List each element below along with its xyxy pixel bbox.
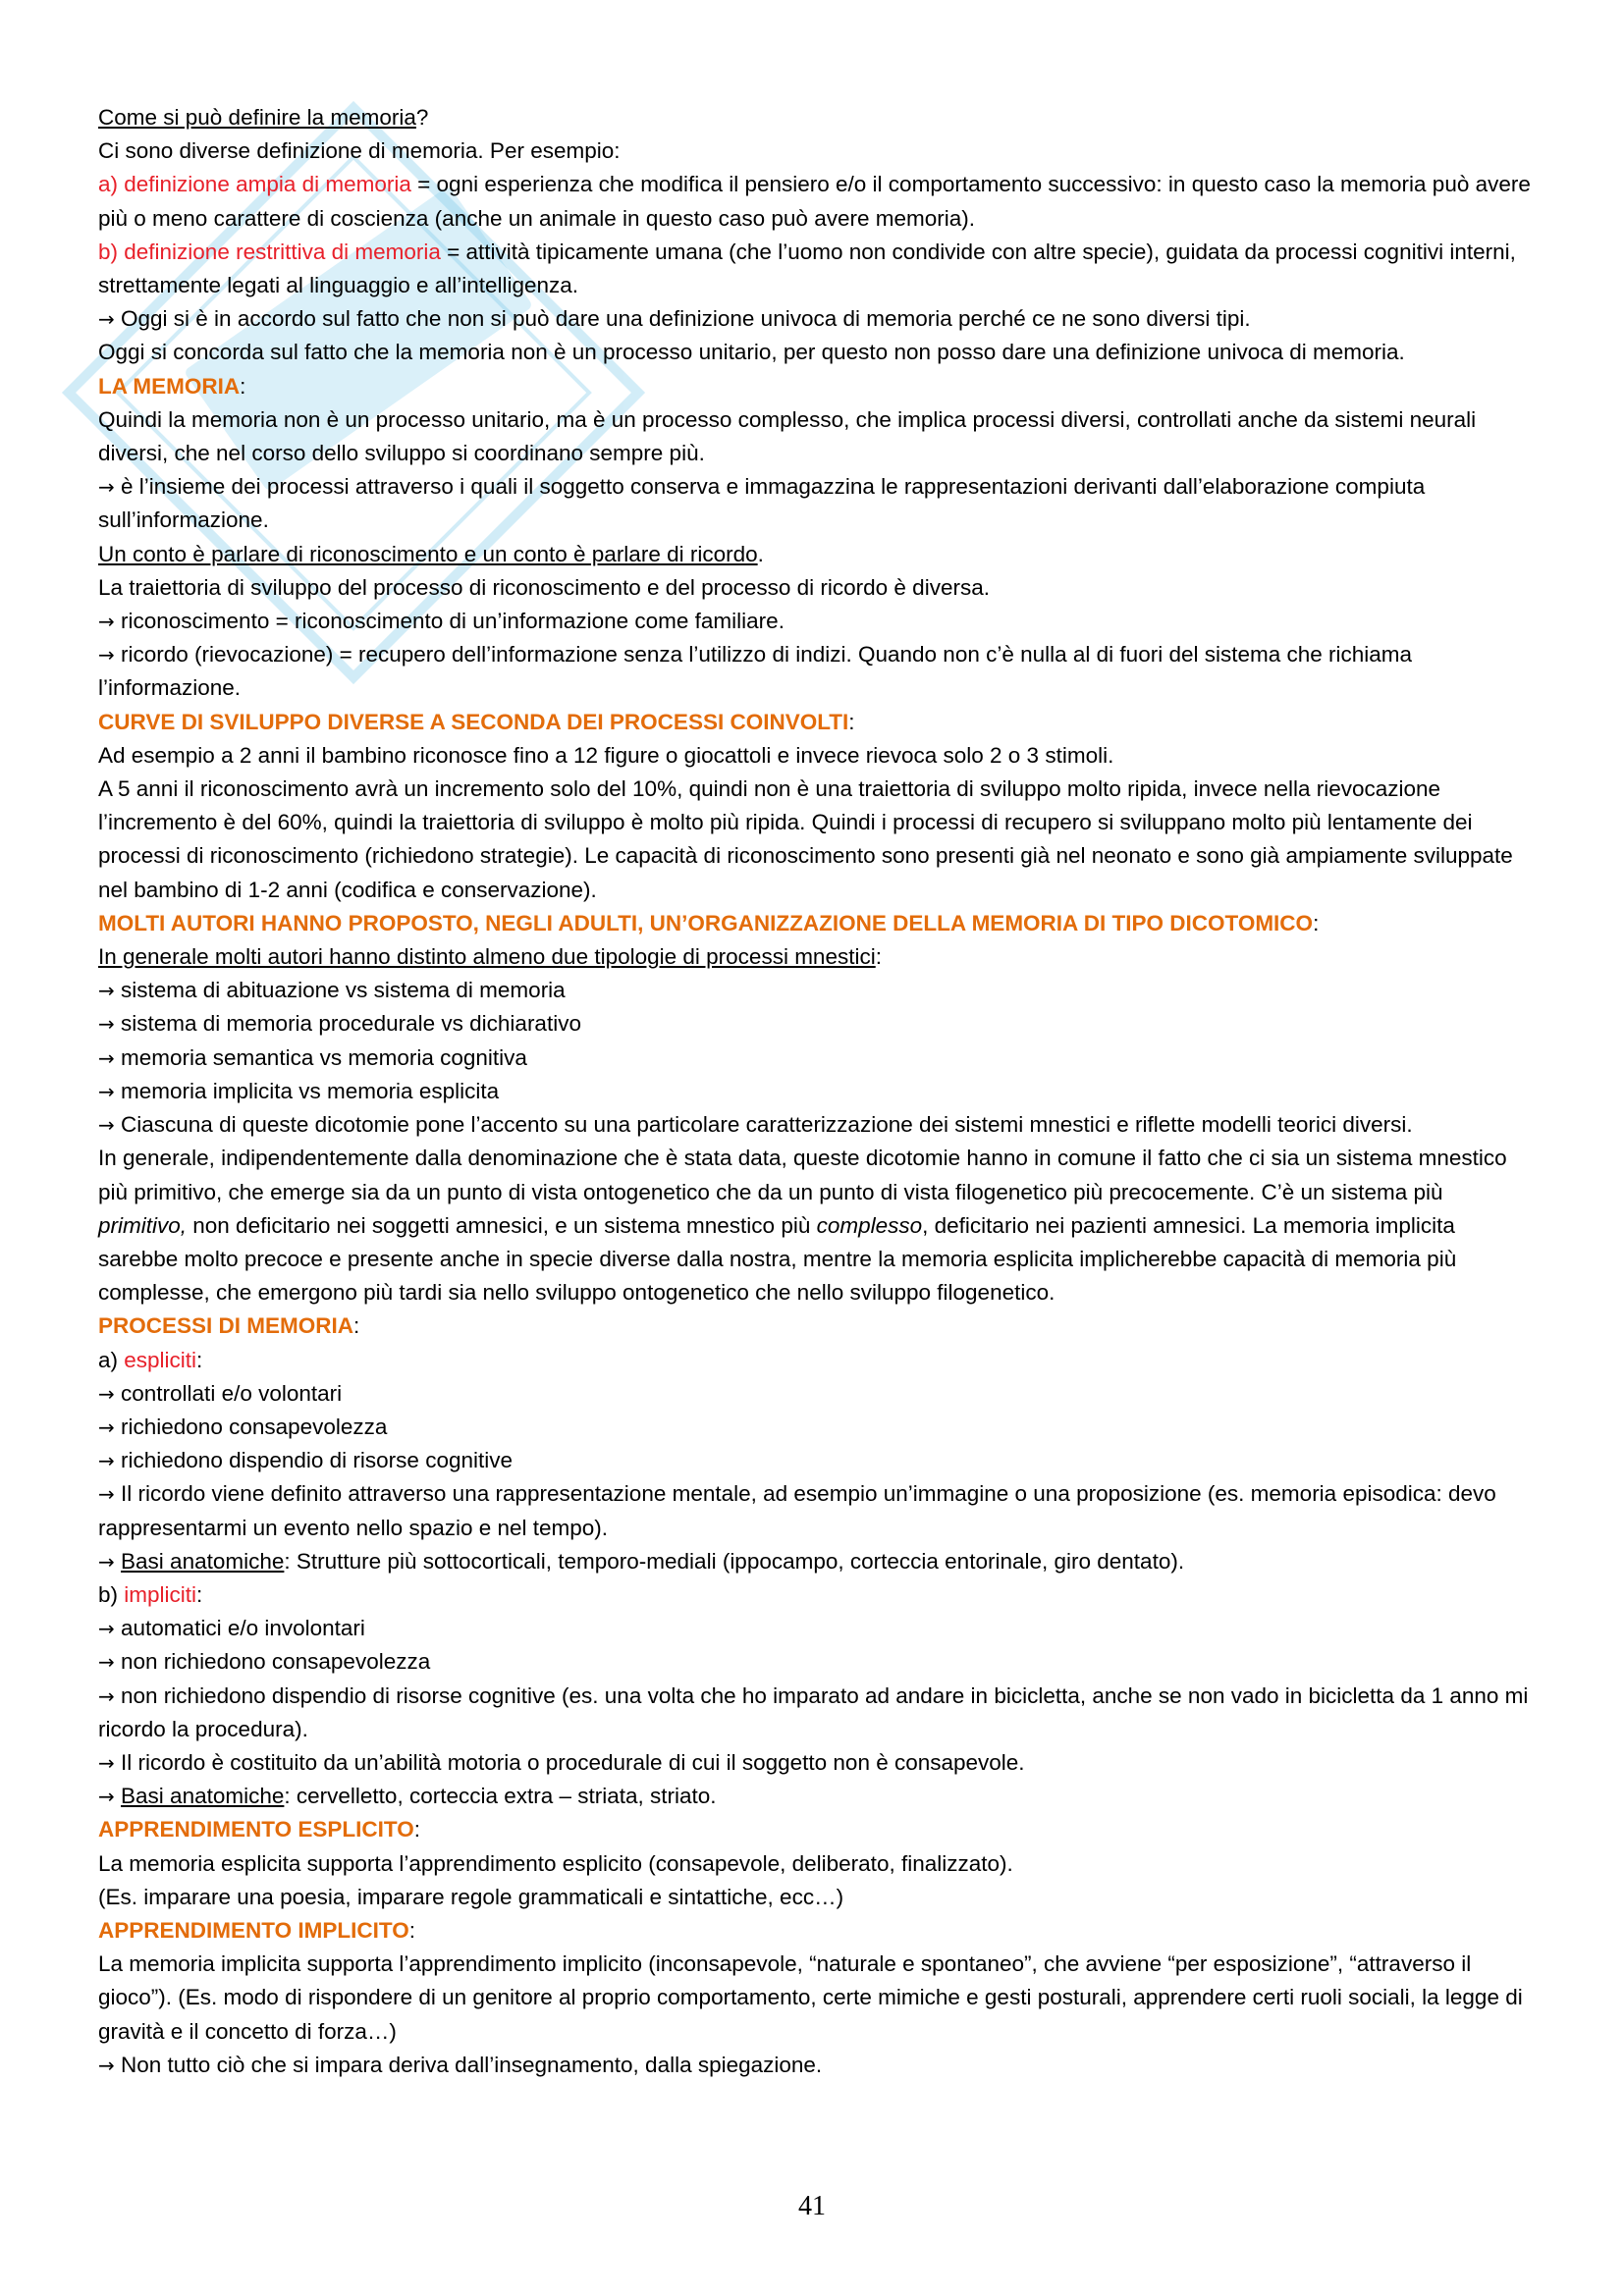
arrow-line: → Il ricordo viene definito attraverso una rappresentazione mentale, ad esempio un’immagine o una proposizione (es. memoria episodica: devo rappresentarmi un evento nello spazio e nel tempo). bbox=[98, 1481, 1496, 1540]
arrow-icon: → bbox=[98, 1449, 115, 1473]
paragraph: b) impliciti: bbox=[98, 1581, 203, 1607]
arrow-icon: → bbox=[98, 475, 115, 500]
question-line: Come si può definire la memoria? bbox=[98, 105, 429, 130]
section-heading: LA MEMORIA: bbox=[98, 373, 246, 399]
arrow-line: → richiedono dispendio di risorse cognitive bbox=[98, 1448, 513, 1473]
arrow-icon: → bbox=[98, 1012, 115, 1037]
arrow-line: → sistema di memoria procedurale vs dichiarativo bbox=[98, 1011, 581, 1037]
page-number: 41 bbox=[798, 2191, 826, 2221]
arrow-icon: → bbox=[98, 2053, 115, 2077]
paragraph: Un conto è parlare di riconoscimento e un conto è parlare di ricordo. bbox=[98, 541, 764, 566]
arrow-icon: → bbox=[98, 1482, 115, 1507]
paragraph: La memoria implicita supporta l’apprendimento implicito (inconsapevole, “naturale e spontaneo”, che avviene “per esposizione”, “attraverso il gioco”). (Es. modo di rispondere di un genitore al proprio comportamento, certe mimiche e gesti posturali, apprendere certi ruoli sociali, la legge di gravità e il concetto di forza…) bbox=[98, 1951, 1523, 2044]
arrow-line: → Basi anatomiche: cervelletto, corteccia extra – striata, striato. bbox=[98, 1784, 717, 1809]
paragraph: La memoria esplicita supporta l’apprendimento esplicito (consapevole, deliberato, finalizzato). bbox=[98, 1850, 1013, 1876]
section-heading: APPRENDIMENTO ESPLICITO: bbox=[98, 1817, 420, 1842]
red-term: b) definizione restrittiva di memoria bbox=[98, 239, 441, 264]
arrow-icon: → bbox=[98, 1617, 115, 1641]
arrow-line: → controllati e/o volontari bbox=[98, 1380, 343, 1406]
red-term: impliciti bbox=[124, 1581, 197, 1607]
paragraph: a) definizione ampia di memoria = ogni esperienza che modifica il pensiero e/o il comportamento successivo: in questo caso la memoria può avere più o meno carattere di coscienza (anche un animale in questo caso può avere memoria). bbox=[98, 172, 1531, 231]
arrow-line: → è l’insieme dei processi attraverso i quali il soggetto conserva e immagazzina le rappresentazioni derivanti dall’elaborazione compiuta sull’informazione. bbox=[98, 474, 1426, 533]
arrow-line: → non richiedono consapevolezza bbox=[98, 1649, 431, 1675]
paragraph: Ad esempio a 2 anni il bambino riconosce fino a 12 figure o giocattoli e invece rievoca solo 2 o 3 stimoli. bbox=[98, 742, 1114, 768]
arrow-icon: → bbox=[98, 1750, 115, 1775]
arrow-icon: → bbox=[98, 1415, 115, 1439]
arrow-line: → riconoscimento = riconoscimento di un’informazione come familiare. bbox=[98, 609, 785, 634]
red-term: a) definizione ampia di memoria bbox=[98, 172, 411, 197]
arrow-line: → richiedono consapevolezza bbox=[98, 1414, 388, 1439]
arrow-line: → automatici e/o involontari bbox=[98, 1616, 365, 1641]
arrow-line: → Non tutto ciò che si impara deriva dall’insegnamento, dalla spiegazione. bbox=[98, 2052, 823, 2077]
section-heading: APPRENDIMENTO IMPLICITO: bbox=[98, 1917, 415, 1943]
arrow-line: → ricordo (rievocazione) = recupero dell’informazione senza l’utilizzo di indizi. Quando non c’è nulla al di fuori del sistema che richiama l’informazione. bbox=[98, 642, 1413, 701]
arrow-icon: → bbox=[98, 1113, 115, 1138]
paragraph: Quindi la memoria non è un processo unitario, ma è un processo complesso, che implica processi diversi, controllati anche da sistemi neurali diversi, che nel corso dello sviluppo si coordinano sempre più. bbox=[98, 406, 1477, 466]
paragraph: Oggi si concorda sul fatto che la memoria non è un processo unitario, per questo non posso dare una definizione univoca di memoria. bbox=[98, 340, 1405, 365]
paragraph: a) espliciti: bbox=[98, 1347, 203, 1372]
document-body bbox=[98, 101, 1532, 2082]
arrow-icon: → bbox=[98, 1683, 115, 1708]
section-heading: PROCESSI DI MEMORIA: bbox=[98, 1313, 360, 1339]
arrow-line: → Ciascuna di queste dicotomie pone l’accento su una particolare caratterizzazione dei sistemi mnestici e riflette modelli teorici diversi. bbox=[98, 1112, 1413, 1138]
paragraph: A 5 anni il riconoscimento avrà un incremento solo del 10%, quindi non è una traiettoria di sviluppo molto ripida, invece nella rievocazione l’incremento è del 60%, quindi la traiettoria di sviluppo è molto più ripida. Quindi i processi di recupero si sviluppano molto più lentamente dei processi di riconoscimento (richiedono strategie). Le capacità di riconoscimento sono presenti già nel neonato e sono già ampiamente sviluppate nel bambino di 1-2 anni (codifica e conservazione). bbox=[98, 776, 1513, 902]
section-heading: CURVE DI SVILUPPO DIVERSE A SECONDA DEI PROCESSI COINVOLTI: bbox=[98, 709, 855, 734]
paragraph: Ci sono diverse definizione di memoria. Per esempio: bbox=[98, 138, 621, 164]
arrow-icon: → bbox=[98, 1045, 115, 1070]
arrow-icon: → bbox=[98, 1381, 115, 1406]
arrow-icon: → bbox=[98, 610, 115, 634]
arrow-line: → sistema di abituazione vs sistema di memoria bbox=[98, 978, 566, 1003]
arrow-icon: → bbox=[98, 1079, 115, 1103]
arrow-icon: → bbox=[98, 307, 115, 332]
paragraph: b) definizione restrittiva di memoria = attività tipicamente umana (che l’uomo non condivide con altre specie), guidata da processi cognitivi interni, strettamente legati al linguaggio e all’intelligenza. bbox=[98, 239, 1516, 298]
arrow-line: → Oggi si è in accordo sul fatto che non si può dare una definizione univoca di memoria perché ce ne sono diversi tipi. bbox=[98, 306, 1251, 332]
arrow-icon: → bbox=[98, 1650, 115, 1675]
arrow-line: → Basi anatomiche: Strutture più sottocorticali, temporo-mediali (ippocampo, corteccia entorinale, giro dentato). bbox=[98, 1548, 1185, 1574]
paragraph: In generale, indipendentemente dalla denominazione che è stata data, queste dicotomie hanno in comune il fatto che ci sia un sistema mnestico più primitivo, che emerge sia da un punto di vista ontogenetico che da un punto di vista filogenetico più precocemente. C’è un sistema più primitivo, non deficitario nei soggetti amnesici, e un sistema mnestico più complesso, deficitario nei pazienti amnesici. La memoria implicita sarebbe molto precoce e presente anche in specie diverse dalla nostra, mentre la memoria esplicita implicherebbe capacità di memoria più complesse, che emergono più tardi sia nello sviluppo ontogenetico che nello sviluppo filogenetico. bbox=[98, 1146, 1507, 1306]
arrow-line: → memoria implicita vs memoria esplicita bbox=[98, 1078, 500, 1103]
paragraph: La traiettoria di sviluppo del processo di riconoscimento e del processo di ricordo è diversa. bbox=[98, 574, 990, 600]
section-heading: MOLTI AUTORI HANNO PROPOSTO, NEGLI ADULTI, UN’ORGANIZZAZIONE DELLA MEMORIA DI TIPO DICOTOMICO: bbox=[98, 910, 1320, 935]
arrow-line: → memoria semantica vs memoria cognitiva bbox=[98, 1044, 527, 1070]
paragraph: In generale molti autori hanno distinto almeno due tipologie di processi mnestici: bbox=[98, 944, 882, 970]
paragraph: (Es. imparare una poesia, imparare regole grammaticali e sintattiche, ecc…) bbox=[98, 1884, 844, 1909]
arrow-icon: → bbox=[98, 1785, 115, 1809]
arrow-icon: → bbox=[98, 979, 115, 1003]
arrow-line: → Il ricordo è costituito da un’abilità motoria o procedurale di cui il soggetto non è consapevole. bbox=[98, 1749, 1025, 1775]
arrow-icon: → bbox=[98, 643, 115, 667]
red-term: espliciti bbox=[124, 1347, 197, 1372]
arrow-icon: → bbox=[98, 1549, 115, 1574]
arrow-line: → non richiedono dispendio di risorse cognitive (es. una volta che ho imparato ad andare in bicicletta, anche se non vado in bicicletta da 1 anno mi ricordo la procedura). bbox=[98, 1682, 1529, 1741]
